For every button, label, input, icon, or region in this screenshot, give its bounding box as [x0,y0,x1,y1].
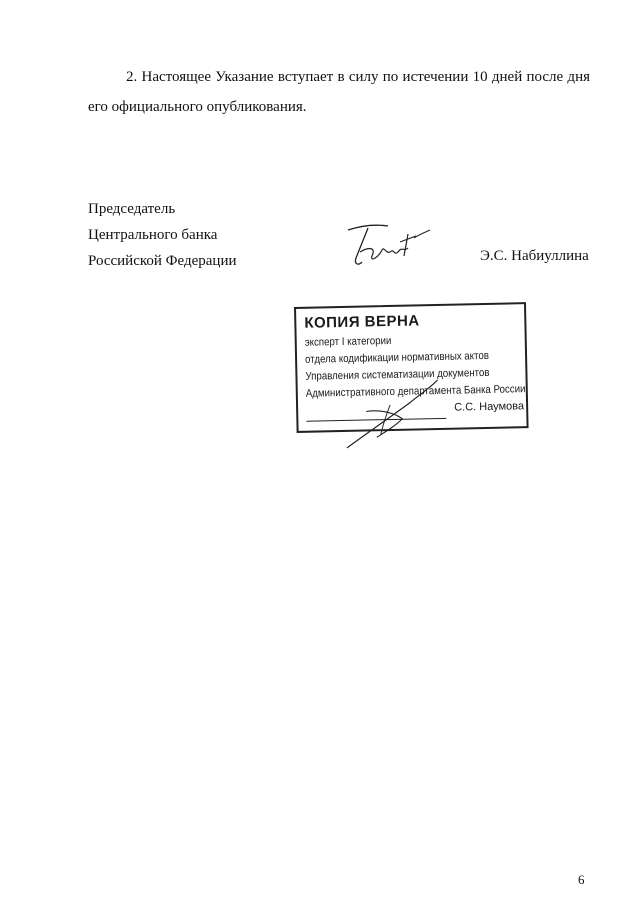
stamp-line-4: Административного департамента Банка России [305,383,526,400]
signatory-name: Э.С. Набиуллина [480,248,589,264]
signatory-title-line-2: Центрального банка [88,227,218,243]
stamp-line-2: отдела кодификации нормативных актов [304,349,490,366]
stamp-signer-name: С.С. Наумова [454,400,525,414]
stamp-signature-icon [335,374,447,456]
stamp-line-3: Управления систематизации документов [305,366,490,383]
stamp-title: КОПИЯ ВЕРНА [304,312,420,332]
signatory-title-line-3: Российской Федерации [88,253,237,269]
stamp-line-1: эксперт I категории [304,334,392,349]
body-paragraph: 2. Настоящее Указание вступает в силу по истечении 10 дней после дня его официального опубликования. [88,69,590,115]
certified-copy-stamp [294,302,529,433]
page-number: 6 [578,872,585,887]
signatory-title [88,196,237,274]
signatory-title-line-1: Председатель [88,201,176,217]
handwritten-signature-icon [330,212,440,274]
